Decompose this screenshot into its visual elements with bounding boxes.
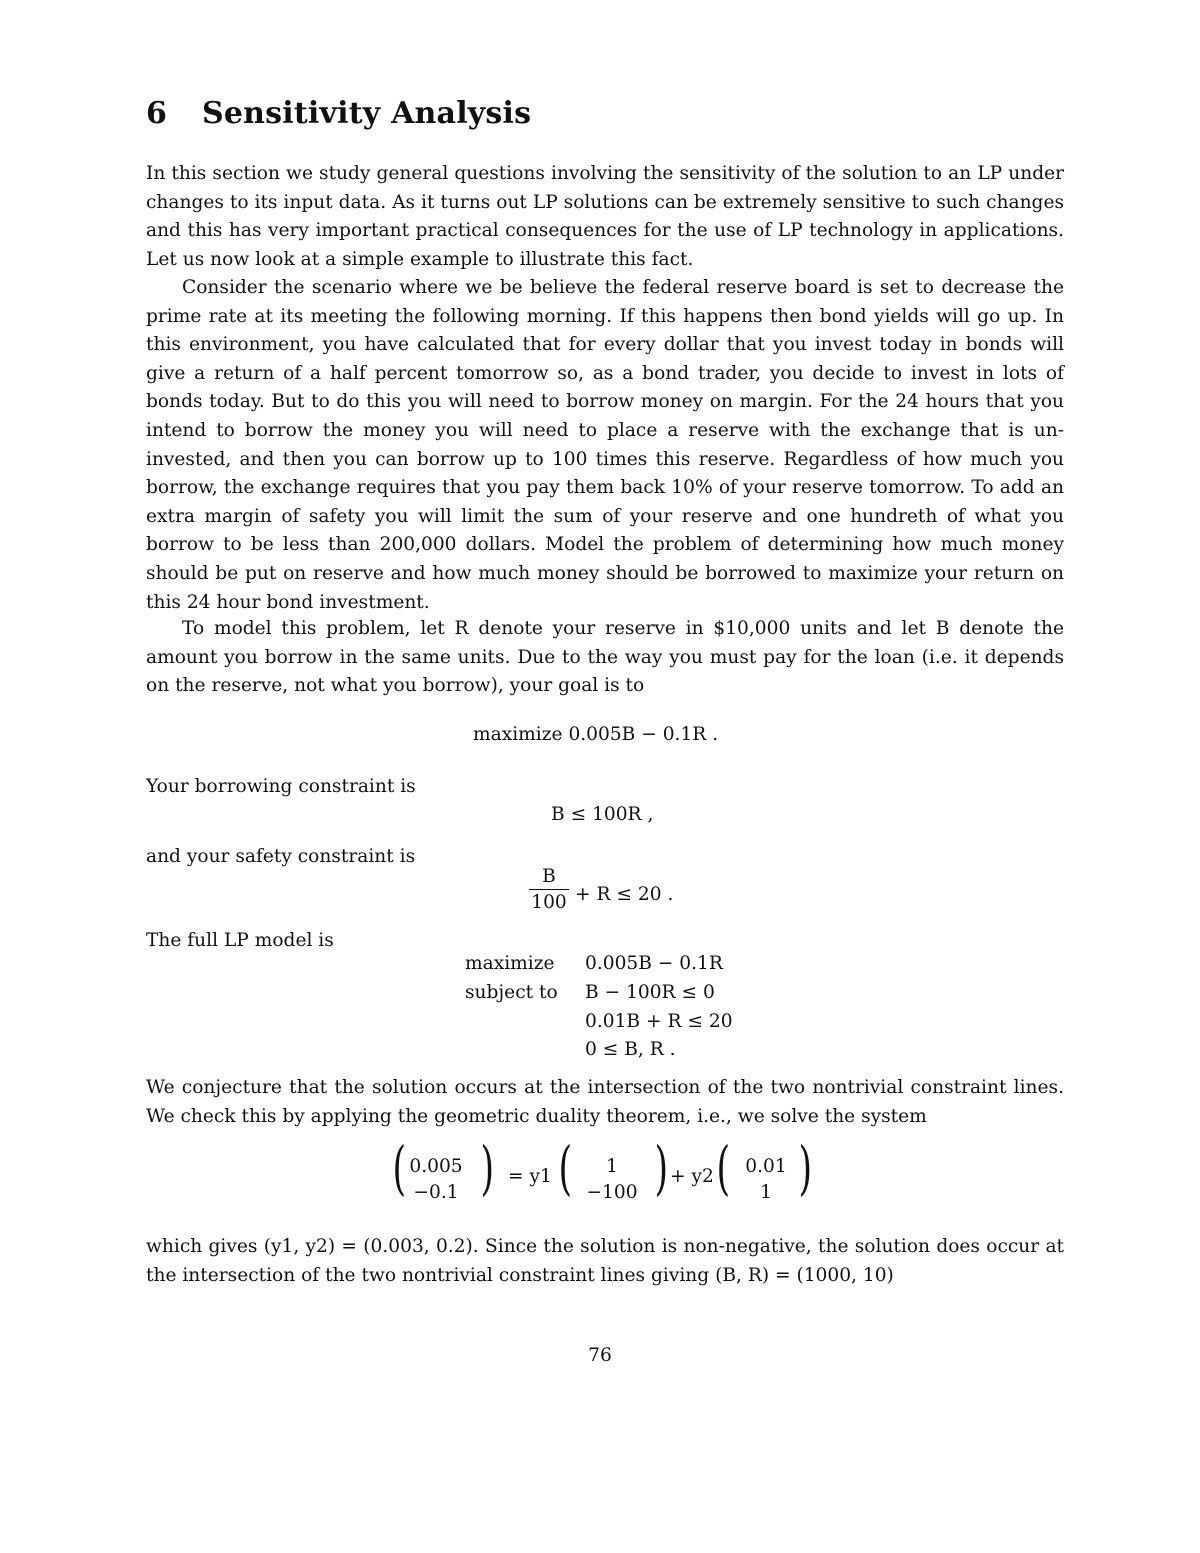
section-heading — [146, 96, 531, 131]
borrowing-constraint: B ≤ 100R , — [551, 804, 654, 825]
paragraph-intro: In this section we study general questions involving the sensitivity of the solution to an LP under changes to its input data. As it turns out LP solutions can be extremely sensitive to such changes and this has very important practical consequences for the use of LP technology in applications. Let us now look at a simple example to illustrate this fact. — [146, 163, 1064, 270]
left-paren: ( — [392, 1134, 407, 1202]
safety-constraint: + R ≤ 20 . — [575, 884, 674, 905]
right-paren: ) — [654, 1134, 669, 1202]
right-paren: ) — [798, 1134, 813, 1202]
lp-row — [465, 979, 733, 1008]
lp-row — [465, 1036, 733, 1065]
paragraph-conjecture: We conjecture that the solution occurs at the intersection of the two nontrivial constraint lines. We check this by applying the geometric duality theorem, i.e., we solve the system — [146, 1077, 1064, 1127]
lp-row — [465, 1008, 733, 1037]
borrowing-intro: Your borrowing constraint is — [146, 776, 416, 797]
vector-entry: 0.01 — [745, 1156, 787, 1177]
right-paren: ) — [480, 1134, 495, 1202]
duality-system — [392, 1134, 813, 1210]
lp-row-expr: B − 100R ≤ 0 — [585, 981, 715, 1003]
lp-row-label: subject to — [465, 981, 558, 1003]
page-number: 76 — [588, 1345, 612, 1366]
y2-coefficient: + y2 — [670, 1166, 714, 1187]
section-title: Sensitivity Analysis — [202, 96, 532, 131]
lp-row-label — [465, 1008, 585, 1037]
objective-equation: maximize 0.005B − 0.1R . — [473, 724, 719, 745]
fraction-bar — [529, 889, 569, 890]
vector-entry: 0.005 — [409, 1156, 463, 1177]
paragraph-solution: which gives (y1, y2) = (0.003, 0.2). Since the solution is non-negative, the solution does occur at the intersection of the two nontrivial constraint lines giving (B, R) = (1000, 10) — [146, 1236, 1064, 1286]
lp-row-label: maximize — [465, 953, 555, 974]
column1-vector — [582, 1154, 642, 1206]
lp-row — [465, 950, 733, 979]
safety-fraction — [529, 866, 569, 913]
vector-entry: −100 — [586, 1182, 638, 1203]
y1-coefficient: = y1 — [508, 1166, 552, 1187]
left-paren: ( — [716, 1134, 731, 1202]
paragraph-model: To model this problem, let R denote your reserve in $10,000 units and let B denote the amount you borrow in the same units. Due to the way you must pay for the loan (i.e. it depends on the reserve, not what you borrow), your goal is to — [146, 618, 1064, 697]
lp-row-label — [465, 1036, 585, 1065]
safety-intro: and your safety constraint is — [146, 846, 416, 867]
vector-entry: −0.1 — [413, 1182, 459, 1203]
column2-vector — [736, 1154, 796, 1206]
lp-row-expr: 0.01B + R ≤ 20 — [585, 1010, 733, 1032]
vector-entry: 1 — [606, 1156, 618, 1177]
left-paren: ( — [558, 1134, 573, 1202]
fraction-numerator: B — [542, 866, 556, 887]
lp-row-expr: 0.005B − 0.1R — [585, 953, 723, 974]
lp-model — [465, 950, 733, 1065]
vector-entry: 1 — [760, 1182, 772, 1203]
fraction-denominator: 100 — [531, 892, 567, 913]
lp-row-expr: 0 ≤ B, R . — [585, 1039, 676, 1061]
paragraph-scenario: Consider the scenario where we be believe the federal reserve board is set to decrease the prime rate at its meeting the following morning. If this happens then bond yields will go up. In this environment, you have calculated that for every dollar that you invest today in bonds will give a return of a half percent tomorrow so, as a bond trader, you decide to invest in lots of bonds today. But to do this you will need to borrow money on margin. For the 24 hours that you intend to borrow the money you will need to place a reserve with the exchange that is un-invested, and then you can borrow up to 100 times this reserve. Regardless of how much you borrow, the exchange requires that you pay them back 10% of your reserve tomorrow. To add an extra margin of safety you will limit the sum of your reserve and one hundreth of what you borrow to be less than 200,000 dollars. Model the problem of determining how much money should be put on reserve and how much money should be borrowed to maximize your return on this 24 hour bond investment. — [146, 277, 1064, 613]
lp-intro: The full LP model is — [146, 930, 334, 951]
section-number: 6 — [146, 96, 168, 131]
lhs-vector — [406, 1154, 466, 1206]
